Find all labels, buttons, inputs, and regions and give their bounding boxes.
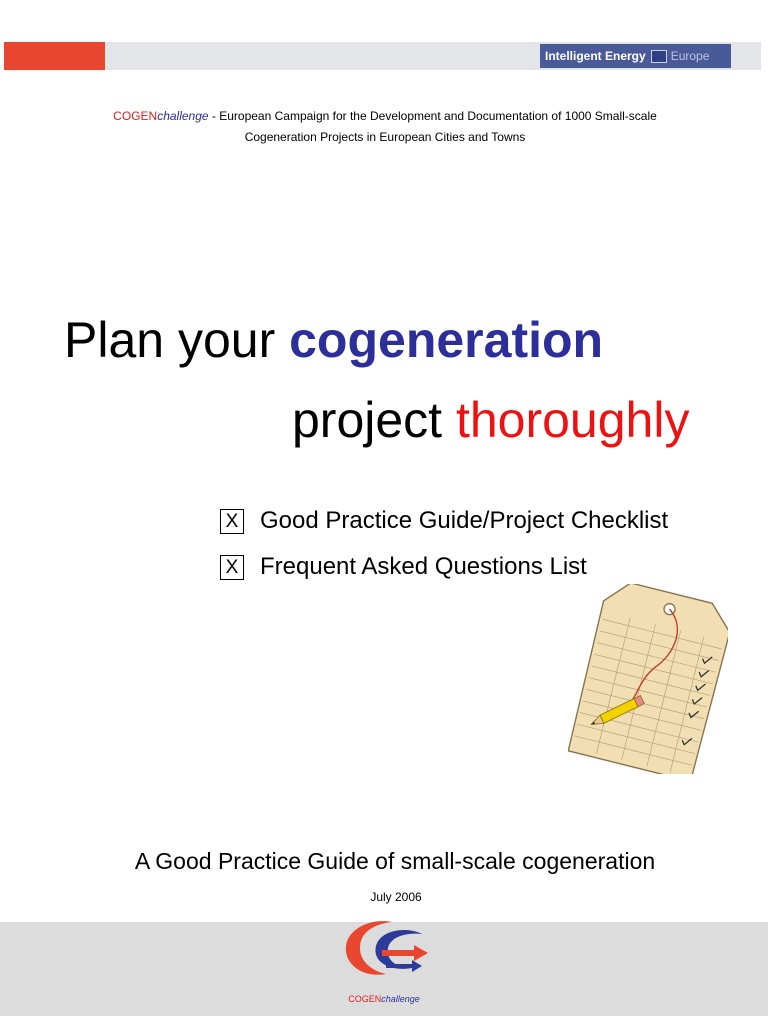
footer-brand-cogen: COGEN xyxy=(348,994,382,1004)
title-line-1 xyxy=(64,308,603,372)
header-bar xyxy=(4,42,761,70)
checked-box-icon: X xyxy=(220,509,244,534)
publication-date: July 2006 xyxy=(370,890,422,904)
subtitle-text: - European Campaign for the Development and Documentation of 1000 Small-scale xyxy=(208,109,657,123)
subtitle-line-1 xyxy=(60,106,710,127)
checklist-item xyxy=(220,505,668,537)
ie-logo-icon xyxy=(651,50,667,63)
guide-title: A Good Practice Guide of small-scale cogeneration xyxy=(134,848,656,874)
checklist-item-label: Frequent Asked Questions List xyxy=(260,553,587,580)
cogen-challenge-logo-icon xyxy=(334,912,434,984)
footer-brand-challenge: challenge xyxy=(381,994,420,1004)
subtitle-line-2: Cogeneration Projects in European Cities and Towns xyxy=(244,130,526,144)
checklist-item-label: Good Practice Guide/Project Checklist xyxy=(260,507,669,534)
checked-box-icon: X xyxy=(220,555,244,580)
brand-challenge: challenge xyxy=(157,109,209,123)
title-plain-2: project xyxy=(292,392,456,448)
program-name: Intelligent Energy xyxy=(545,49,646,63)
brand-cogen: COGEN xyxy=(113,109,158,123)
campaign-subtitle xyxy=(60,106,710,148)
footer-brand xyxy=(334,994,434,1004)
title-highlight-cogeneration: cogeneration xyxy=(289,312,604,368)
title-plain-1: Plan your xyxy=(64,312,290,368)
title-highlight-thoroughly: thoroughly xyxy=(455,392,690,448)
checklist-item xyxy=(220,551,587,583)
title-line-2 xyxy=(292,388,689,452)
intelligent-energy-europe-badge xyxy=(540,44,731,68)
checklist-tag-with-pencil-icon xyxy=(568,584,728,774)
program-region: Europe xyxy=(670,49,710,63)
header-accent-block xyxy=(4,42,105,70)
